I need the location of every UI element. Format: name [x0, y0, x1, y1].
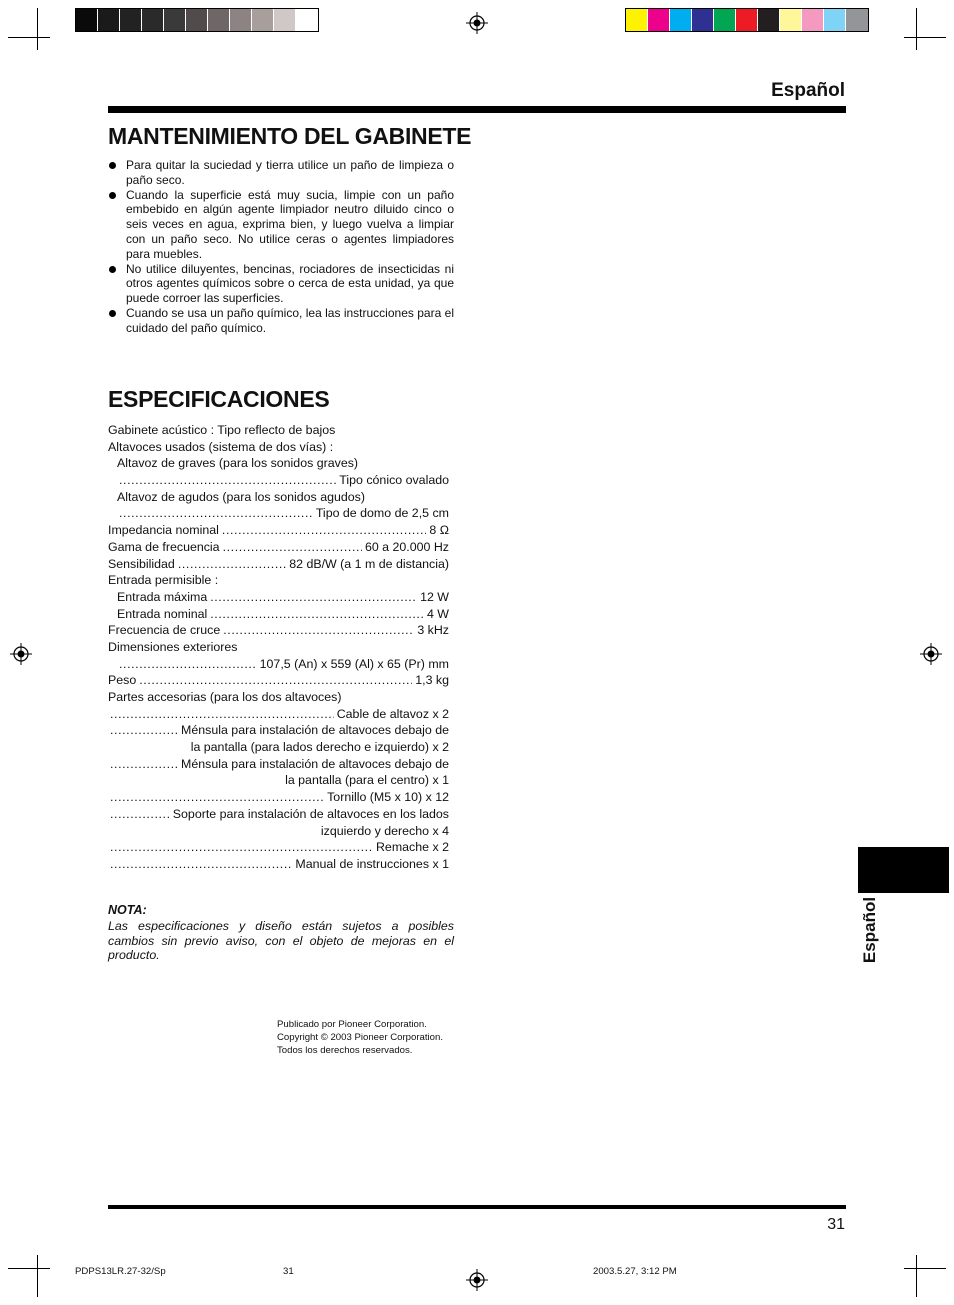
color-swatch [252, 9, 274, 31]
spec-label: Entrada máxima [117, 589, 208, 604]
spec-row [108, 439, 449, 456]
spec-row [108, 689, 449, 706]
spec-row [108, 706, 449, 723]
spec-continuation: izquierdo y derecho x 4 [320, 823, 449, 838]
spec-value: Tipo de domo de 2,5 cm [315, 506, 449, 521]
note-text: Las especificaciones y diseño están sujetos a posibles cambios sin previo aviso, con el objeto de mejoras en el producto. [108, 919, 454, 963]
spec-label: Frecuencia de cruce [108, 623, 221, 638]
color-swatch [164, 9, 186, 31]
spec-value: Tipo cónico ovalado [339, 473, 449, 488]
publisher-info [277, 1018, 443, 1057]
dot-leader [110, 789, 324, 806]
crop-mark [8, 1268, 50, 1269]
color-swatch [296, 9, 318, 31]
spec-row [108, 539, 449, 556]
footer-file: PDPS13LR.27-32/Sp [75, 1266, 166, 1277]
spec-row [108, 739, 449, 756]
spec-value: Soporte para instalación de altavoces en los lados [172, 806, 449, 821]
color-swatch [824, 9, 846, 31]
spec-value: Ménsula para instalación de altavoces debajo de [181, 756, 449, 771]
dot-leader [119, 656, 257, 673]
color-swatch [230, 9, 252, 31]
bullet-item: Cuando se usa un paño químico, lea las instrucciones para el cuidado del paño químico. [108, 306, 454, 336]
spec-row [108, 622, 449, 639]
section-title-specifications: ESPECIFICACIONES [108, 386, 330, 412]
color-swatch [76, 9, 98, 31]
spec-value: 12 W [420, 589, 449, 604]
crop-mark [904, 37, 946, 38]
spec-value: 107,5 (An) x 559 (Al) x 65 (Pr) mm [259, 656, 449, 671]
spec-row [108, 639, 449, 656]
color-swatch [736, 9, 758, 31]
maintenance-bullet-list [108, 158, 454, 336]
dot-leader [110, 806, 170, 823]
bullet-dot-icon [109, 192, 116, 199]
spec-row [108, 589, 449, 606]
spec-row [108, 806, 449, 823]
color-swatch [142, 9, 164, 31]
spec-value: Cable de altavoz x 2 [336, 706, 449, 721]
dot-leader [223, 622, 414, 639]
spec-label: Altavoz de agudos (para los sonidos agudos) [117, 489, 365, 504]
spec-continuation: la pantalla (para lados derecho e izquierdo) x 2 [190, 740, 449, 755]
side-language-label: Español [860, 896, 879, 964]
spec-value: 82 dB/W (a 1 m de distancia) [289, 556, 449, 571]
color-swatch [846, 9, 868, 31]
spec-row [108, 839, 449, 856]
spec-row [108, 422, 449, 439]
spec-value: Remache x 2 [375, 840, 449, 855]
bullet-item: Cuando la superficie está muy sucia, limpie con un paño embebido en algún agente limpiador neutro diluido cinco o seis veces en agua, exprima bien, y luego vuelva a limpiar con un paño seco. No utilice ceras o agentes limpiadores para muebles. [108, 188, 454, 262]
spec-label: Dimensiones exteriores [108, 639, 238, 654]
dot-leader [222, 522, 426, 539]
section-title-maintenance: MANTENIMIENTO DEL GABINETE [108, 123, 472, 149]
crop-mark [37, 1255, 38, 1297]
bullet-dot-icon [109, 162, 116, 169]
specifications-list [108, 422, 449, 873]
dot-leader [210, 589, 417, 606]
language-heading: Español [771, 80, 845, 101]
gray-swatch-strip [75, 8, 319, 32]
color-swatch [670, 9, 692, 31]
color-swatch [802, 9, 824, 31]
spec-row [108, 823, 449, 840]
bottom-rule [108, 1205, 846, 1209]
color-swatch [714, 9, 736, 31]
page-number: 31 [827, 1216, 845, 1233]
color-swatch [186, 9, 208, 31]
dot-leader [223, 539, 362, 556]
dot-leader [110, 839, 373, 856]
bullet-item: Para quitar la suciedad y tierra utilice un paño de limpieza o paño seco. [108, 158, 454, 188]
color-swatch [648, 9, 670, 31]
spec-row [108, 756, 449, 773]
spec-value: Tornillo (M5 x 10) x 12 [327, 790, 449, 805]
footer-date: 2003.5.27, 3:12 PM [593, 1266, 677, 1277]
spec-row [108, 572, 449, 589]
spec-row [108, 672, 449, 689]
spec-label: Partes accesorias (para los dos altavoces) [108, 690, 342, 704]
spec-value: Ménsula para instalación de altavoces debajo de [181, 723, 449, 738]
crop-mark [8, 37, 50, 38]
rights-line: Todos los derechos reservados. [277, 1045, 413, 1056]
registration-mark-icon [10, 643, 32, 665]
copyright-line: Copyright © 2003 Pioneer Corporation. [277, 1032, 443, 1043]
spec-continuation: la pantalla (para el centro) x 1 [285, 773, 449, 788]
color-swatch [758, 9, 780, 31]
footer-page: 31 [283, 1266, 294, 1277]
dot-leader [110, 856, 292, 873]
spec-value: 60 a 20.000 Hz [364, 539, 449, 554]
spec-row [108, 489, 449, 506]
color-swatch [626, 9, 648, 31]
spec-label: Impedancia nominal [108, 523, 219, 538]
spec-label: Sensibilidad [108, 556, 175, 571]
spec-row [108, 722, 449, 739]
publisher-line: Publicado por Pioneer Corporation. [277, 1019, 427, 1030]
spec-row [108, 505, 449, 522]
crop-mark [916, 1255, 917, 1297]
dot-leader [110, 756, 178, 773]
bullet-item: No utilice diluyentes, bencinas, rociadores de insecticidas ni otros agentes químicos sobre o cerca de esta unidad, ya que puede corroer las superficies. [108, 262, 454, 306]
spec-row [108, 472, 449, 489]
spec-label: Gama de frecuencia [108, 539, 220, 554]
note-title: NOTA: [108, 903, 147, 917]
color-swatch [120, 9, 142, 31]
spec-value: Manual de instrucciones x 1 [295, 856, 449, 871]
spec-label: Entrada nominal [117, 606, 208, 621]
spec-row [108, 556, 449, 573]
bullet-dot-icon [109, 310, 116, 317]
spec-row [108, 522, 449, 539]
color-swatch-strip [625, 8, 869, 32]
registration-mark-icon [920, 643, 942, 665]
spec-label: Altavoces usados (sistema de dos vías) : [108, 439, 334, 454]
crop-mark [37, 8, 38, 50]
spec-label: Gabinete acústico : Tipo reflecto de bajos [108, 423, 336, 437]
dot-leader [119, 472, 336, 489]
spec-label: Peso [108, 673, 137, 688]
spec-value: 4 W [426, 606, 449, 621]
crop-mark [904, 1268, 946, 1269]
color-swatch [98, 9, 120, 31]
spec-row [108, 455, 449, 472]
color-swatch [274, 9, 296, 31]
spec-row [108, 856, 449, 873]
spec-value: 1,3 kg [415, 673, 449, 688]
crop-mark [916, 8, 917, 50]
dot-leader [139, 672, 412, 689]
spec-row [108, 789, 449, 806]
registration-mark-icon [466, 12, 488, 34]
bullet-dot-icon [109, 266, 116, 273]
dot-leader [210, 606, 424, 623]
spec-row [108, 772, 449, 789]
dot-leader [178, 556, 286, 573]
spec-row [108, 656, 449, 673]
spec-label: Entrada permisible : [108, 573, 219, 588]
dot-leader [110, 722, 178, 739]
spec-value: 8 Ω [429, 523, 449, 538]
top-rule [108, 106, 846, 113]
spec-row [108, 606, 449, 623]
spec-label: Altavoz de graves (para los sonidos graves) [117, 456, 359, 471]
color-swatch [780, 9, 802, 31]
dot-leader [119, 505, 313, 522]
color-swatch [692, 9, 714, 31]
dot-leader [110, 706, 334, 723]
registration-mark-icon [466, 1269, 488, 1291]
spec-value: 3 kHz [417, 623, 449, 638]
color-swatch [208, 9, 230, 31]
